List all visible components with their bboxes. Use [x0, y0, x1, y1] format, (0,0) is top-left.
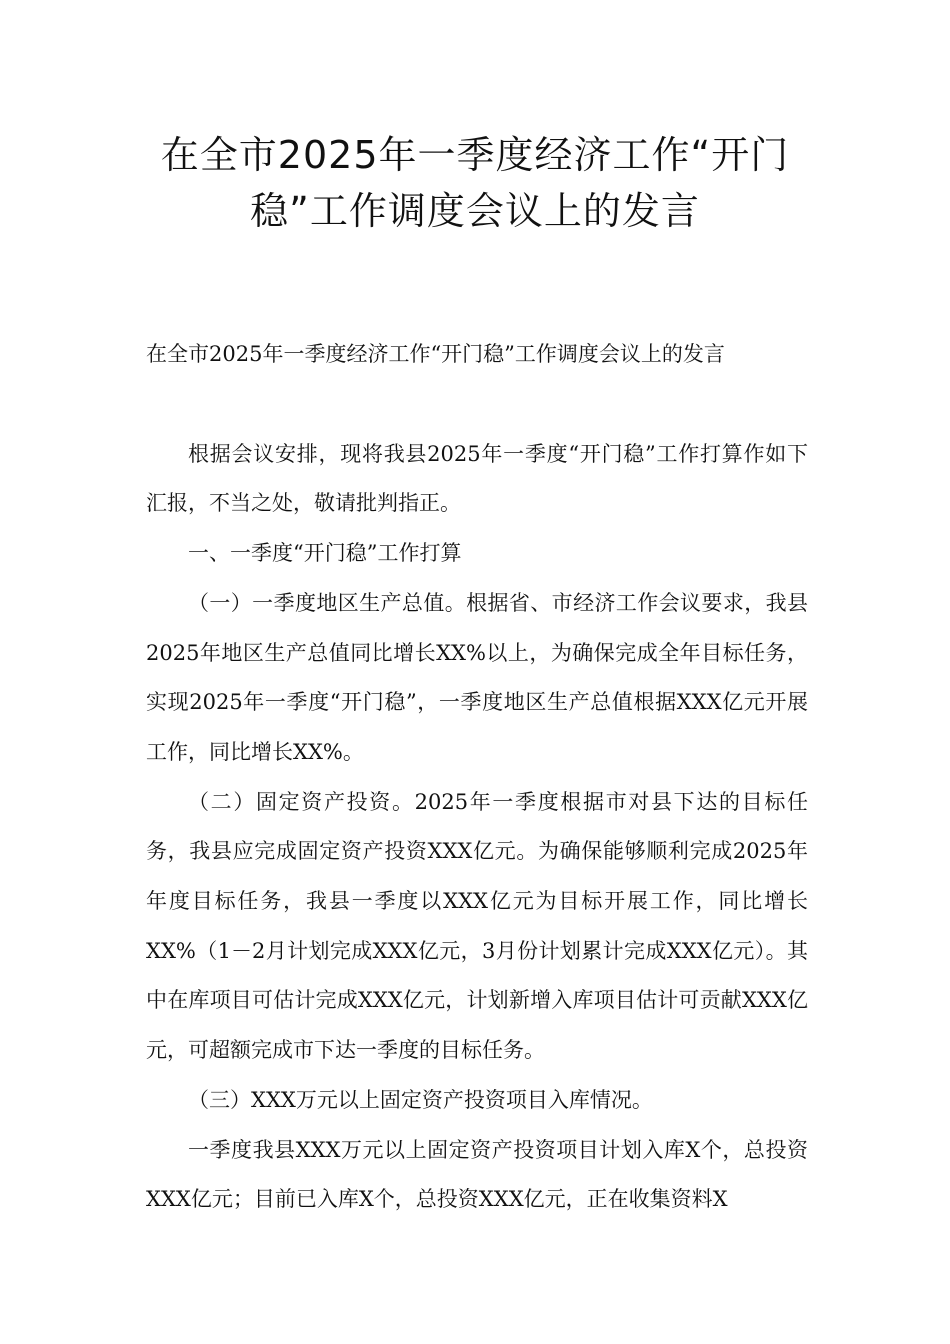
document-subtitle: 在全市2025年一季度经济工作“开门稳”工作调度会议上的发言	[146, 342, 725, 366]
document-body	[146, 330, 808, 1225]
document-title	[120, 127, 830, 239]
paragraph-intro: 根据会议安排，现将我县2025年一季度“开门稳”工作打算作如下汇报，不当之处，敬请批判指正。	[146, 441, 808, 516]
title-line-2: 稳”工作调度会议上的发言	[250, 189, 700, 233]
paragraph-project-storage-heading: （三）XXX万元以上固定资产投资项目入库情况。	[188, 1087, 653, 1112]
title-line-1: 在全市2025年一季度经济工作“开门	[160, 133, 790, 177]
paragraph-project-storage: 一季度我县XXX万元以上固定资产投资项目计划入库X个，总投资XXX亿元；目前已入库X个，总投资XXX亿元，正在收集资料X	[146, 1137, 808, 1212]
paragraph-gdp: （一）一季度地区生产总值。根据省、市经济工作会议要求，我县2025年地区生产总值同比增长XX%以上，为确保完成全年目标任务，实现2025年一季度“开门稳”，一季度地区生产总值根据XXX亿元开展工作，同比增长XX%。	[146, 590, 808, 764]
section-heading-1: 一、一季度“开门稳”工作打算	[188, 541, 462, 566]
paragraph-fixed-asset-investment: （二）固定资产投资。2025年一季度根据市对县下达的目标任务，我县应完成固定资产投资XXX亿元。为确保能够顺利完成2025年年度目标任务，我县一季度以XXX亿元为目标开展工作，同比增长XX%（1－2月计划完成XXX亿元，3月份计划累计完成XXX亿元）。其中在库项目可估计完成XXX亿元，计划新增入库项目估计可贡献XXX亿元，可超额完成市下达一季度的目标任务。	[146, 789, 808, 1063]
